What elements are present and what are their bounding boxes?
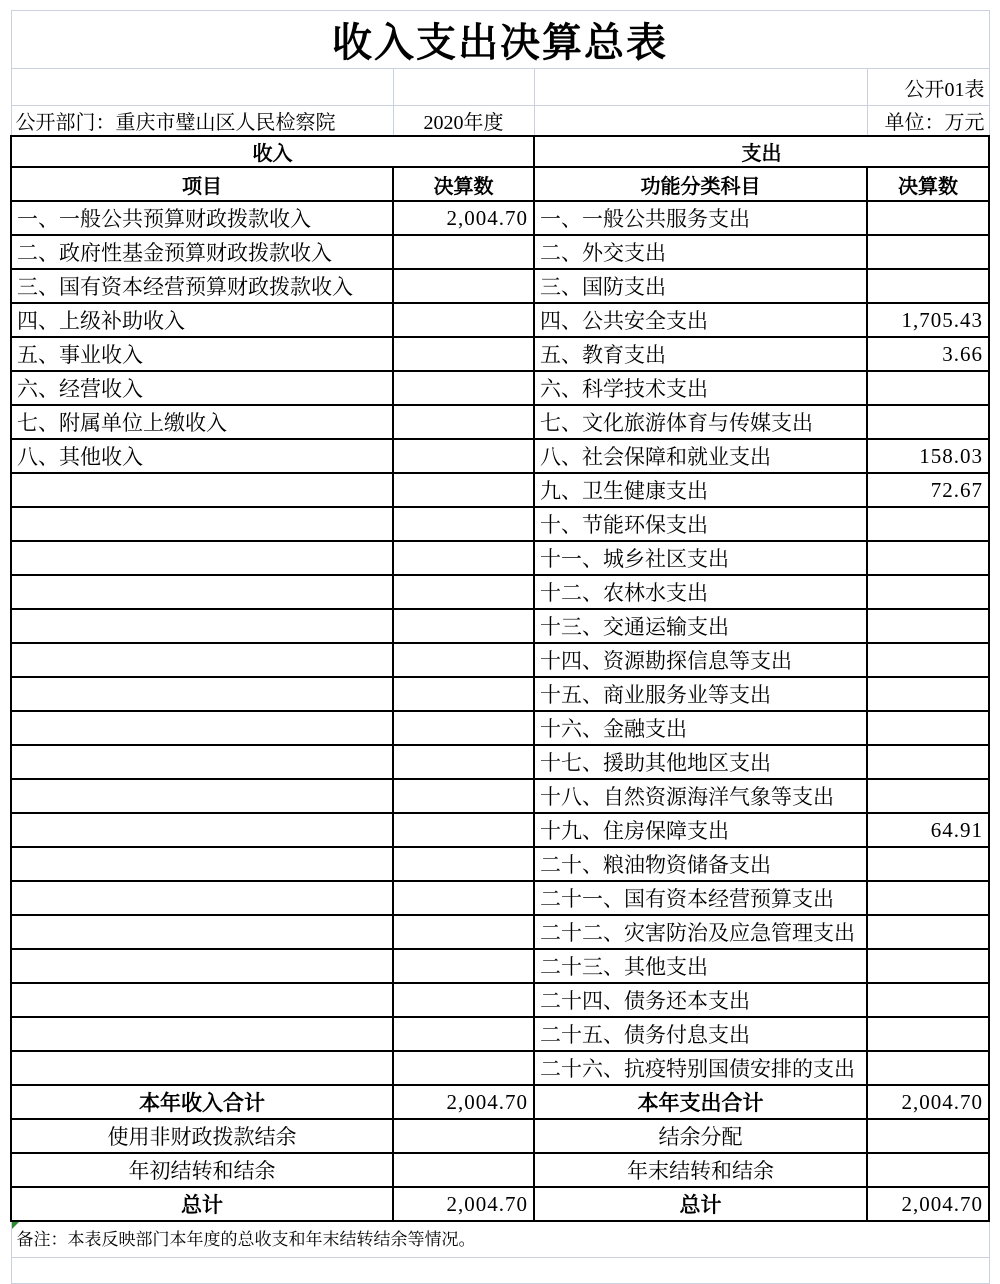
department-cell[interactable]: 公开部门：重庆市璧山区人民检察院 <box>11 106 393 137</box>
table-row <box>11 915 989 949</box>
income-value-cell[interactable] <box>393 677 534 711</box>
expense-item-cell[interactable]: 本年支出合计 <box>534 1085 867 1119</box>
empty-cell[interactable] <box>11 1258 989 1284</box>
page-title[interactable]: 收入支出决算总表 <box>11 11 989 69</box>
expense-item-cell[interactable]: 二、外交支出 <box>534 235 867 269</box>
empty-cell[interactable] <box>534 69 867 106</box>
column-header-row <box>11 167 989 201</box>
expense-value-cell[interactable]: 2,004.70 <box>867 1187 989 1221</box>
income-value-cell[interactable] <box>393 983 534 1017</box>
expense-value-cell[interactable] <box>867 371 989 405</box>
expense-value-cell[interactable]: 64.91 <box>867 813 989 847</box>
expense-value-cell[interactable] <box>867 575 989 609</box>
table-code-cell[interactable]: 公开01表 <box>867 69 989 106</box>
expense-value-cell[interactable]: 1,705.43 <box>867 303 989 337</box>
income-item-cell[interactable] <box>11 609 393 643</box>
table-row <box>11 507 989 541</box>
expense-value-cell[interactable] <box>867 643 989 677</box>
income-value-cell[interactable] <box>393 1051 534 1085</box>
table-row <box>11 541 989 575</box>
expense-value-cell[interactable] <box>867 507 989 541</box>
income-item-cell[interactable]: 使用非财政拨款结余 <box>11 1119 393 1153</box>
year-cell[interactable]: 2020年度 <box>393 106 534 137</box>
table-row <box>11 269 989 303</box>
income-section-header-cell[interactable]: 收入 <box>11 136 534 167</box>
expense-value-cell[interactable] <box>867 1119 989 1153</box>
expense-value-cell[interactable] <box>867 541 989 575</box>
expense-item-cell[interactable]: 一、一般公共服务支出 <box>534 201 867 235</box>
table-row <box>11 1051 989 1085</box>
table-row <box>11 881 989 915</box>
expense-item-cell[interactable]: 十七、援助其他地区支出 <box>534 745 867 779</box>
table-row <box>11 609 989 643</box>
income-value-cell[interactable] <box>393 541 534 575</box>
expense-item-cell[interactable]: 年末结转和结余 <box>534 1153 867 1187</box>
expense-item-cell[interactable]: 十三、交通运输支出 <box>534 609 867 643</box>
income-item-header-cell[interactable]: 项目 <box>11 167 393 201</box>
expense-item-cell[interactable]: 三、国防支出 <box>534 269 867 303</box>
expense-value-cell[interactable] <box>867 847 989 881</box>
income-item-cell[interactable] <box>11 915 393 949</box>
green-triangle-icon <box>12 1222 19 1229</box>
income-item-cell[interactable]: 八、其他收入 <box>11 439 393 473</box>
income-value-cell[interactable] <box>393 609 534 643</box>
table-row <box>11 201 989 235</box>
expense-item-cell[interactable]: 十二、农林水支出 <box>534 575 867 609</box>
revenue-expenditure-table <box>10 10 990 1284</box>
empty-cell[interactable] <box>534 106 867 137</box>
expense-item-cell[interactable]: 二十三、其他支出 <box>534 949 867 983</box>
income-value-cell[interactable] <box>393 405 534 439</box>
table-row <box>11 745 989 779</box>
expense-value-cell[interactable] <box>867 677 989 711</box>
income-value-cell[interactable] <box>393 711 534 745</box>
income-item-cell[interactable] <box>11 1051 393 1085</box>
income-item-cell[interactable] <box>11 983 393 1017</box>
expense-value-cell[interactable] <box>867 881 989 915</box>
income-item-cell[interactable]: 二、政府性基金预算财政拨款收入 <box>11 235 393 269</box>
expense-amount-header-cell[interactable]: 决算数 <box>867 167 989 201</box>
income-value-cell[interactable]: 2,004.70 <box>393 201 534 235</box>
expense-item-cell[interactable]: 十、节能环保支出 <box>534 507 867 541</box>
expense-section-header-cell[interactable]: 支出 <box>534 136 989 167</box>
income-item-cell[interactable] <box>11 949 393 983</box>
spreadsheet-page <box>10 10 990 1284</box>
expense-value-cell[interactable]: 2,004.70 <box>867 1085 989 1119</box>
table-row <box>11 575 989 609</box>
expense-item-cell[interactable]: 二十五、债务付息支出 <box>534 1017 867 1051</box>
income-item-cell[interactable]: 七、附属单位上缴收入 <box>11 405 393 439</box>
income-value-cell[interactable] <box>393 473 534 507</box>
note-text: 备注：本表反映部门本年度的总收支和年末结转结余等情况。 <box>16 1230 476 1249</box>
income-value-cell[interactable] <box>393 949 534 983</box>
income-item-cell[interactable] <box>11 847 393 881</box>
income-value-cell[interactable] <box>393 779 534 813</box>
expense-item-cell[interactable]: 十九、住房保障支出 <box>534 813 867 847</box>
expense-item-cell[interactable]: 六、科学技术支出 <box>534 371 867 405</box>
info-row-1 <box>11 69 989 106</box>
expense-value-cell[interactable] <box>867 1153 989 1187</box>
table-row <box>11 643 989 677</box>
table-row <box>11 813 989 847</box>
income-value-cell[interactable] <box>393 269 534 303</box>
income-item-cell[interactable]: 四、上级补助收入 <box>11 303 393 337</box>
income-item-cell[interactable] <box>11 745 393 779</box>
income-item-cell[interactable] <box>11 1017 393 1051</box>
expense-value-cell[interactable] <box>867 983 989 1017</box>
expense-value-cell[interactable]: 72.67 <box>867 473 989 507</box>
expense-item-cell[interactable]: 二十六、抗疫特别国债安排的支出 <box>534 1051 867 1085</box>
income-value-cell[interactable] <box>393 575 534 609</box>
income-value-cell[interactable] <box>393 745 534 779</box>
expense-item-cell[interactable]: 十五、商业服务业等支出 <box>534 677 867 711</box>
income-item-cell[interactable] <box>11 813 393 847</box>
expense-value-cell[interactable] <box>867 745 989 779</box>
income-value-cell[interactable] <box>393 1017 534 1051</box>
income-item-cell[interactable]: 总计 <box>11 1187 393 1221</box>
expense-value-cell[interactable] <box>867 779 989 813</box>
expense-item-cell[interactable]: 五、教育支出 <box>534 337 867 371</box>
expense-item-header-cell[interactable]: 功能分类科目 <box>534 167 867 201</box>
table-row <box>11 779 989 813</box>
income-value-cell[interactable] <box>393 507 534 541</box>
table-row <box>11 949 989 983</box>
income-item-cell[interactable]: 一、一般公共预算财政拨款收入 <box>11 201 393 235</box>
info-row-2 <box>11 106 989 137</box>
income-item-cell[interactable] <box>11 779 393 813</box>
empty-cell[interactable] <box>11 69 393 106</box>
table-row <box>11 1017 989 1051</box>
expense-item-cell[interactable]: 十四、资源勘探信息等支出 <box>534 643 867 677</box>
expense-item-cell[interactable]: 十六、金融支出 <box>534 711 867 745</box>
income-value-cell[interactable] <box>393 643 534 677</box>
table-row <box>11 1119 989 1153</box>
income-value-cell[interactable] <box>393 303 534 337</box>
income-item-cell[interactable] <box>11 643 393 677</box>
table-row <box>11 235 989 269</box>
income-value-cell[interactable]: 2,004.70 <box>393 1085 534 1119</box>
expense-item-cell[interactable]: 十一、城乡社区支出 <box>534 541 867 575</box>
income-value-cell[interactable] <box>393 1119 534 1153</box>
expense-item-cell[interactable]: 七、文化旅游体育与传媒支出 <box>534 405 867 439</box>
expense-value-cell[interactable] <box>867 949 989 983</box>
income-item-cell[interactable]: 五、事业收入 <box>11 337 393 371</box>
note-row <box>11 1221 989 1258</box>
income-value-cell[interactable] <box>393 337 534 371</box>
expense-value-cell[interactable] <box>867 405 989 439</box>
income-item-cell[interactable] <box>11 677 393 711</box>
income-value-cell[interactable] <box>393 439 534 473</box>
expense-item-cell[interactable]: 十八、自然资源海洋气象等支出 <box>534 779 867 813</box>
table-row <box>11 1085 989 1119</box>
expense-value-cell[interactable] <box>867 235 989 269</box>
expense-item-cell[interactable]: 二十四、债务还本支出 <box>534 983 867 1017</box>
expense-value-cell[interactable] <box>867 1051 989 1085</box>
table-row <box>11 303 989 337</box>
expense-value-cell[interactable] <box>867 711 989 745</box>
income-item-cell[interactable]: 本年收入合计 <box>11 1085 393 1119</box>
table-row <box>11 405 989 439</box>
expense-value-cell[interactable] <box>867 201 989 235</box>
expense-item-cell[interactable]: 二十、粮油物资储备支出 <box>534 847 867 881</box>
empty-row <box>11 1258 989 1284</box>
expense-item-cell[interactable]: 四、公共安全支出 <box>534 303 867 337</box>
income-item-cell[interactable]: 六、经营收入 <box>11 371 393 405</box>
income-value-cell[interactable] <box>393 1153 534 1187</box>
income-item-cell[interactable] <box>11 473 393 507</box>
income-amount-header-cell[interactable]: 决算数 <box>393 167 534 201</box>
expense-item-cell[interactable]: 总计 <box>534 1187 867 1221</box>
table-row <box>11 983 989 1017</box>
expense-value-cell[interactable] <box>867 269 989 303</box>
table-row <box>11 847 989 881</box>
income-value-cell[interactable] <box>393 371 534 405</box>
expense-value-cell[interactable] <box>867 915 989 949</box>
income-value-cell[interactable] <box>393 847 534 881</box>
section-header-row <box>11 136 989 167</box>
income-item-cell[interactable] <box>11 507 393 541</box>
income-item-cell[interactable] <box>11 711 393 745</box>
expense-value-cell[interactable] <box>867 609 989 643</box>
expense-item-cell[interactable]: 八、社会保障和就业支出 <box>534 439 867 473</box>
table-row <box>11 371 989 405</box>
empty-cell[interactable] <box>393 69 534 106</box>
table-row <box>11 677 989 711</box>
expense-value-cell[interactable] <box>867 1017 989 1051</box>
income-value-cell[interactable]: 2,004.70 <box>393 1187 534 1221</box>
income-item-cell[interactable] <box>11 575 393 609</box>
expense-item-cell[interactable]: 二十一、国有资本经营预算支出 <box>534 881 867 915</box>
title-row <box>11 11 989 69</box>
table-row <box>11 439 989 473</box>
income-item-cell[interactable]: 年初结转和结余 <box>11 1153 393 1187</box>
table-row <box>11 1187 989 1221</box>
income-value-cell[interactable] <box>393 881 534 915</box>
income-value-cell[interactable] <box>393 235 534 269</box>
unit-cell[interactable]: 单位：万元 <box>867 106 989 137</box>
expense-value-cell[interactable]: 158.03 <box>867 439 989 473</box>
note-cell[interactable] <box>11 1221 989 1258</box>
expense-item-cell[interactable]: 结余分配 <box>534 1119 867 1153</box>
income-value-cell[interactable] <box>393 915 534 949</box>
income-item-cell[interactable] <box>11 881 393 915</box>
table-row <box>11 711 989 745</box>
table-row <box>11 473 989 507</box>
income-value-cell[interactable] <box>393 813 534 847</box>
table-row <box>11 1153 989 1187</box>
expense-value-cell[interactable]: 3.66 <box>867 337 989 371</box>
expense-item-cell[interactable]: 二十二、灾害防治及应急管理支出 <box>534 915 867 949</box>
table-row <box>11 337 989 371</box>
income-item-cell[interactable]: 三、国有资本经营预算财政拨款收入 <box>11 269 393 303</box>
income-item-cell[interactable] <box>11 541 393 575</box>
expense-item-cell[interactable]: 九、卫生健康支出 <box>534 473 867 507</box>
